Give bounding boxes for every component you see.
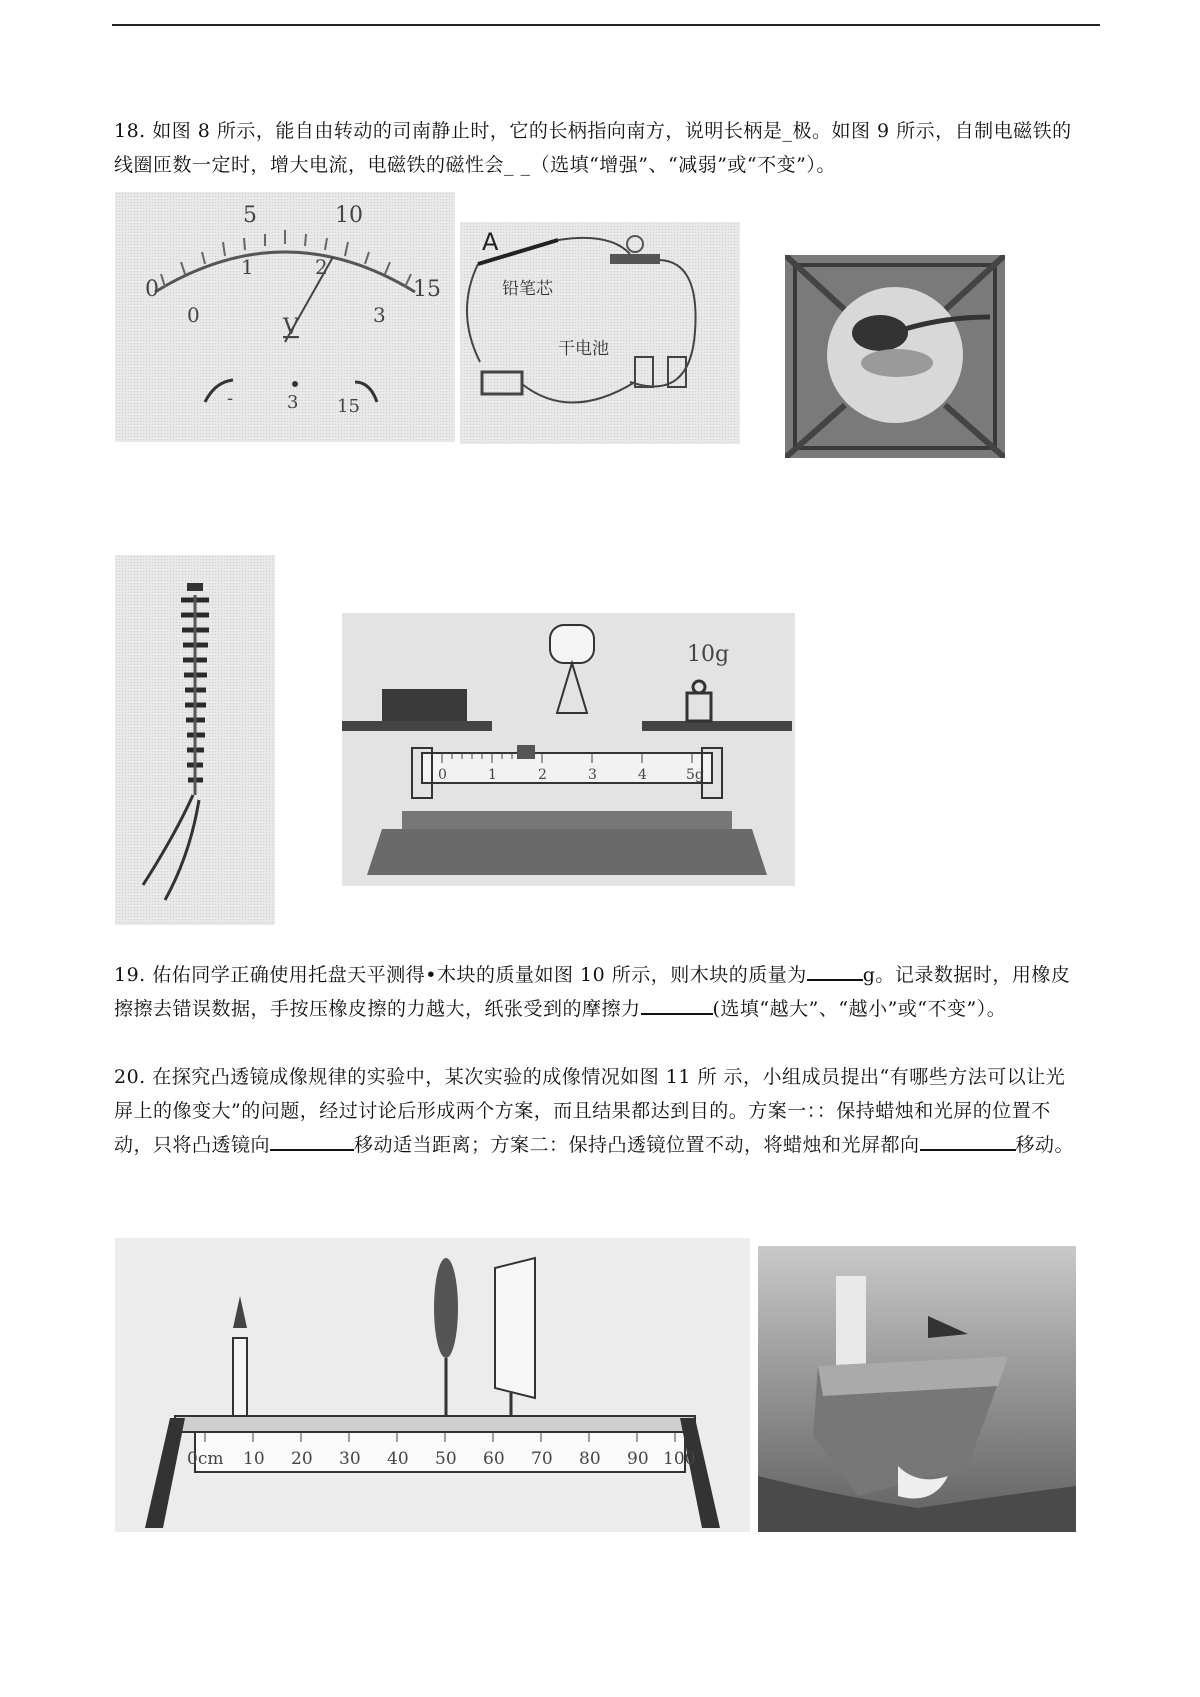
terminal-15: 15 xyxy=(337,396,360,417)
bench-scale-30: 30 xyxy=(339,1449,361,1469)
question-19 xyxy=(114,958,1084,1026)
weight-label: 10g xyxy=(687,642,730,667)
terminal-3: 3 xyxy=(287,392,299,413)
question-20 xyxy=(114,1060,1084,1162)
q18-blank-2: _ _ xyxy=(504,154,531,176)
q19-blank-friction[interactable] xyxy=(641,995,713,1015)
q20-blank-candle-screen[interactable] xyxy=(920,1131,1016,1151)
q18-blank-1: _ xyxy=(782,120,793,142)
q19-text-1: 19. 佑佑同学正确使用托盘天平测得•木块的质量如图 10 所示，则木块的质量为 xyxy=(114,964,807,986)
balance-scale-5: 5g xyxy=(686,767,704,783)
sinan-figure xyxy=(785,255,1005,458)
upper-scale-15: 15 xyxy=(413,277,441,302)
aircraft-carrier-photo xyxy=(758,1246,1076,1532)
unit-label: V xyxy=(283,315,299,340)
q20-text-1: 20. 在探究凸透镜成像规律的实验中，某次实验的成像情况如图 11 所 示，小组成员提出“有哪些方法可以让光屏上的像变大”的问题，经过讨论后形成两个方案，而且结果都达到目的。方案一：：保持蜡烛和光屏的位置不动，只将凸透镜向 xyxy=(114,1066,1066,1156)
lower-scale-0: 0 xyxy=(187,303,200,327)
bench-scale-80: 80 xyxy=(579,1449,601,1469)
bench-scale-100: 100 xyxy=(663,1449,696,1469)
q20-text-2: 移动适当距离；方案二：保持凸透镜位置不动，将蜡烛和光屏都向 xyxy=(354,1134,920,1156)
q19-text-2: g。记录数据时，用橡皮擦擦去错误数据，手按压橡皮擦的力越大，纸张受到的摩擦力 xyxy=(114,964,1071,1020)
label-battery: 干电池 xyxy=(558,339,609,359)
balance-figure xyxy=(342,613,795,886)
balance-scale-2: 2 xyxy=(538,767,547,783)
top-rule xyxy=(112,24,1100,26)
q18-text-1: 18. 如图 8 所示，能自由转动的司南静止时，它的长柄指向南方，说明长柄是 xyxy=(114,120,783,142)
pencil-circuit-figure xyxy=(460,222,740,444)
bench-scale-0: 0cm xyxy=(187,1449,224,1469)
bench-scale-60: 60 xyxy=(483,1449,505,1469)
bench-scale-20: 20 xyxy=(291,1449,313,1469)
balance-scale-0: 0 xyxy=(438,767,447,783)
q20-text-3: 移动。 xyxy=(1015,1134,1075,1156)
lower-scale-2: 2 xyxy=(315,255,328,279)
lower-scale-3: 3 xyxy=(373,303,386,327)
label-pencil: 铅笔芯 xyxy=(502,279,553,299)
voltmeter-figure xyxy=(115,192,455,442)
electromagnet-figure xyxy=(115,555,275,925)
bench-scale-70: 70 xyxy=(531,1449,553,1469)
balance-scale-3: 3 xyxy=(588,767,597,783)
q19-text-3: (选填“越大”、“越小”或“不变”）。 xyxy=(712,998,1007,1020)
bench-scale-90: 90 xyxy=(627,1449,649,1469)
optical-bench-figure xyxy=(115,1238,750,1532)
label-a: A xyxy=(482,228,499,256)
bench-scale-10: 10 xyxy=(243,1449,265,1469)
lower-scale-1: 1 xyxy=(241,255,254,279)
bench-scale-40: 40 xyxy=(387,1449,409,1469)
q18-text-2: 极。如图 9 所示，自制电磁铁的线圈匝数一定时，增大电流，电磁铁的磁性会 xyxy=(114,120,1072,176)
q19-blank-mass[interactable] xyxy=(807,961,863,981)
q18-text-3: （选填“增强”、“减弱”或“不变”）。 xyxy=(530,154,836,176)
balance-scale-4: 4 xyxy=(638,767,647,783)
upper-scale-0: 0 xyxy=(145,277,159,302)
q20-blank-lens[interactable] xyxy=(270,1131,354,1151)
terminal-neg: - xyxy=(227,388,234,409)
upper-scale-10: 10 xyxy=(335,203,363,228)
bench-scale-50: 50 xyxy=(435,1449,457,1469)
question-18 xyxy=(114,114,1084,182)
upper-scale-5: 5 xyxy=(243,203,257,228)
balance-scale-1: 1 xyxy=(488,767,497,783)
